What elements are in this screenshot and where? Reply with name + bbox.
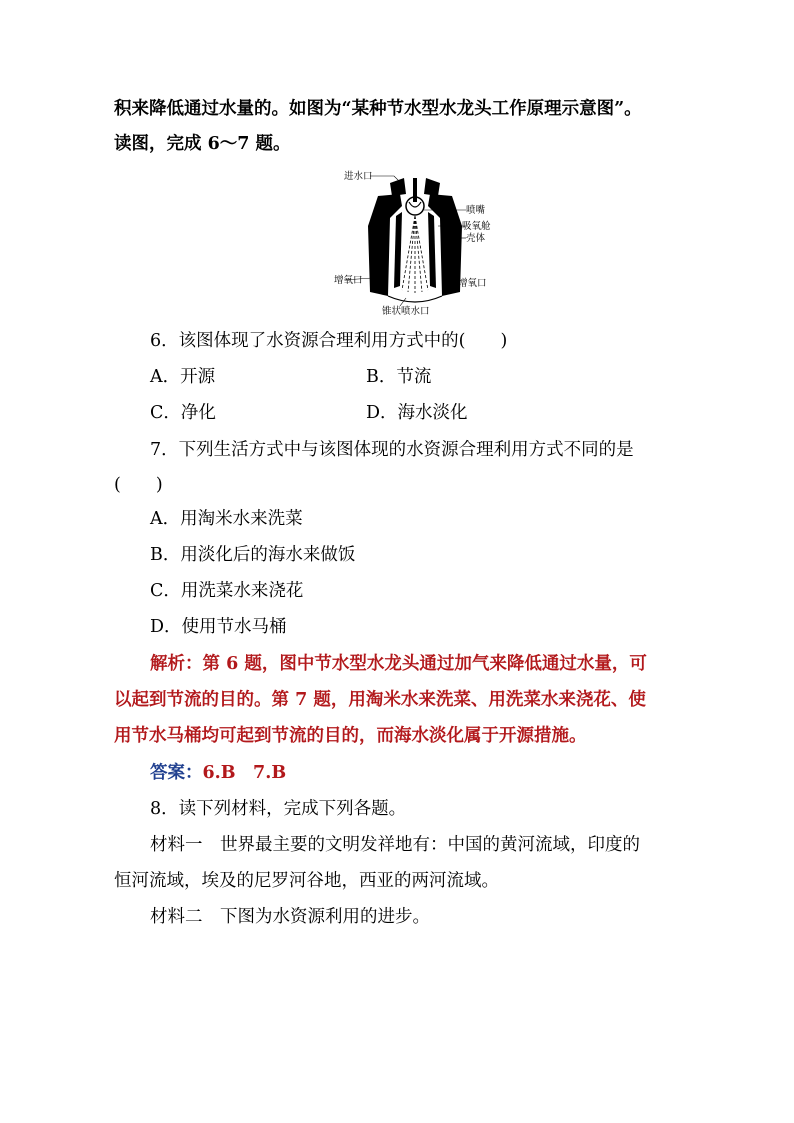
q6-option-d: D．海水淡化: [366, 403, 468, 423]
material1-line-1: 材料一 世界最主要的文明发祥地有：中国的黄河流域，印度的: [150, 835, 640, 855]
q6-option-a: A．开源: [150, 367, 216, 387]
spray-cone: [402, 216, 428, 293]
answer-label: 答案：: [150, 763, 203, 783]
faucet-diagram: [330, 166, 500, 318]
label-nozzle: 喷嘴: [466, 205, 486, 216]
q6-option-b: B．节流: [366, 367, 432, 387]
label-inlet: 进水口: [344, 171, 373, 182]
leader-cone: [400, 298, 406, 306]
intro-line-2: 读图，完成 6～7 题。: [114, 134, 291, 154]
q8-stem: 8．读下列材料，完成下列各题。: [150, 799, 407, 819]
outlet-curve: [388, 296, 442, 302]
label-oxygen-right: 增氧口: [458, 278, 487, 289]
q7-option-a: A．用淘米水来洗菜: [150, 509, 303, 529]
q6-options-row-1: [150, 366, 718, 388]
material1-line-2: 恒河流域，埃及的尼罗河谷地，西亚的两河流域。: [114, 871, 499, 891]
inner-wall-right: [428, 212, 436, 288]
q6-option-c: C．净化: [150, 403, 216, 423]
q6-stem: 6．该图体现了水资源合理利用方式中的( ): [150, 331, 508, 351]
q7-stem-line-1: 7．下列生活方式中与该图体现的水资源合理利用方式不同的是: [150, 440, 634, 460]
answer-value: 6.B 7.B: [202, 763, 287, 783]
inlet-cap-left: [390, 178, 406, 196]
label-cone-outlet: 锥状喷水口: [382, 306, 430, 317]
analysis-line-2: 以起到节流的目的。第 7 题，用淘米水来洗菜、用洗菜水来浇花、使: [114, 690, 646, 710]
label-chamber: 吸氧舱: [462, 221, 491, 232]
inner-wall-left: [394, 212, 402, 288]
q7-stem-line-2: ( ): [114, 475, 163, 495]
q6-options-row-2: [150, 402, 718, 424]
q7-option-d: D．使用节水马桶: [150, 617, 287, 637]
label-shell: 壳体: [466, 233, 486, 244]
q7-option-c: C．用洗菜水来浇花: [150, 581, 304, 601]
nozzle-stem: [413, 178, 417, 202]
q7-option-b: B．用淡化后的海水来做饭: [150, 545, 356, 565]
inlet-cap-right: [424, 178, 440, 196]
intro-line-1: 积来降低通过水量的。如图为“某种节水型水龙头工作原理示意图”。: [114, 99, 642, 119]
analysis-line-1: 解析：第 6 题，图中节水型水龙头通过加气来降低通过水量，可: [150, 654, 647, 674]
material2-line: 材料二 下图为水资源利用的进步。: [150, 907, 430, 927]
answer-line: [150, 762, 718, 784]
analysis-line-3: 用节水马桶均可起到节流的目的，而海水淡化属于开源措施。: [114, 726, 587, 746]
label-oxygen-left: 增氧口: [334, 275, 363, 286]
